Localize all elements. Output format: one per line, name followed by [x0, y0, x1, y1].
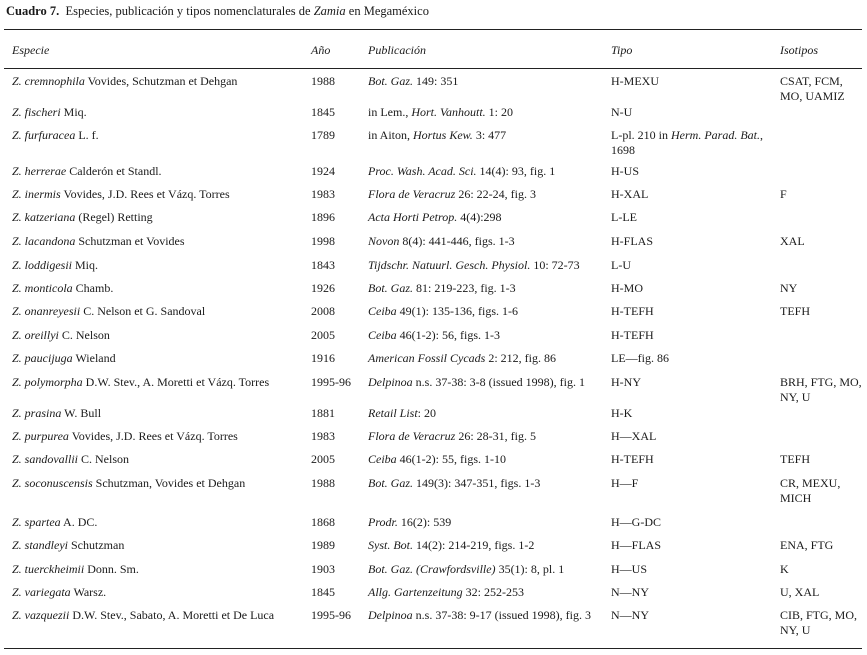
cell-publicacion [368, 406, 608, 421]
tipo-text: H-MEXU [611, 74, 659, 88]
cell-tipo [611, 476, 773, 491]
species-name: Z. oreillyi [12, 328, 59, 342]
species-name: Z. katzeriana [12, 210, 76, 224]
publication-ref: 46(1-2): 55, figs. 1-10 [396, 452, 506, 466]
cell-publicacion [368, 608, 608, 623]
publication-ref: 4(4):298 [457, 210, 502, 224]
tipo-text: H—G-DC [611, 515, 661, 529]
species-author: Chamb. [72, 281, 114, 295]
caption-genus: Zamia [313, 4, 346, 18]
species-name: Z. standleyi [12, 538, 68, 552]
cell-especie [12, 128, 304, 143]
cell-ano: 1845 [311, 585, 335, 599]
publication-ref: 26: 28-31, fig. 5 [455, 429, 536, 443]
species-author: L. f. [75, 128, 99, 142]
publication-ref: 16(2): 539 [397, 515, 452, 529]
species-author: C. Nelson et G. Sandoval [80, 304, 206, 318]
publication-ref: 8(4): 441-446, figs. 1-3 [399, 234, 515, 248]
cell-ano: 1988 [311, 476, 335, 490]
cell-tipo [611, 608, 773, 623]
cell-ano: 1989 [311, 538, 335, 552]
tipo-text: H—US [611, 562, 648, 576]
species-name: Z. variegata [12, 585, 71, 599]
species-author: Miq. [72, 258, 99, 272]
cell-ano: 1983 [311, 429, 335, 443]
cell-tipo [611, 429, 773, 444]
species-author: Vovides, Schutzman et Dehgan [84, 74, 238, 88]
cell-especie [12, 515, 304, 530]
species-name: Z. furfuracea [12, 128, 76, 142]
cell-ano: 1926 [311, 281, 335, 295]
cell-tipo [611, 375, 773, 390]
species-author: Calderón et Standl. [66, 164, 162, 178]
species-author: (Regel) Retting [75, 210, 153, 224]
species-author: C. Nelson [58, 328, 110, 342]
cell-isotipos: NY [780, 281, 798, 295]
tipo-text: L-LE [611, 210, 637, 224]
species-name: Z. spartea [12, 515, 61, 529]
cell-isotipos: CIB, FTG, MO, NY, U [780, 608, 858, 637]
cell-ano: 2005 [311, 452, 335, 466]
cell-ano: 2008 [311, 304, 335, 318]
publication-ref: 35(1): 8, pl. 1 [495, 562, 565, 576]
tipo-source: Herm. Parad. Bat. [671, 128, 760, 142]
cell-tipo [611, 234, 773, 249]
cell-tipo [611, 406, 773, 421]
species-name: Z. inermis [12, 187, 61, 201]
caption-label: Cuadro 7. [6, 4, 60, 18]
publication-ref: : 20 [417, 406, 437, 420]
cell-publicacion [368, 210, 608, 225]
top-rule [4, 29, 862, 30]
tipo-text: N—NY [611, 608, 649, 622]
tipo-text: H—XAL [611, 429, 657, 443]
cell-tipo [611, 128, 773, 157]
cell-especie [12, 375, 304, 390]
cell-especie [12, 187, 304, 202]
publication-ref: 10: 72-73 [530, 258, 580, 272]
species-author: Schutzman [68, 538, 125, 552]
cell-especie [12, 452, 304, 467]
tipo-text: H-US [611, 164, 640, 178]
cell-ano: 1916 [311, 351, 335, 365]
publication-ref: 3: 477 [472, 128, 507, 142]
species-name: Z. prasina [12, 406, 62, 420]
cell-publicacion [368, 515, 608, 530]
cell-tipo [611, 210, 773, 225]
publication-ref: 32: 252-253 [462, 585, 525, 599]
cell-ano: 1995-96 [311, 375, 351, 389]
cell-especie [12, 351, 304, 366]
cell-especie [12, 562, 304, 577]
species-author: Wieland [72, 351, 116, 365]
species-author: Schutzman, Vovides et Dehgan [92, 476, 246, 490]
cell-publicacion [368, 187, 608, 202]
species-name: Z. soconuscensis [12, 476, 93, 490]
cell-publicacion [368, 538, 608, 553]
species-name: Z. cremnophila [12, 74, 85, 88]
cell-publicacion [368, 328, 608, 343]
species-author: Miq. [60, 105, 87, 119]
header-publicacion: Publicación [368, 43, 426, 57]
cell-especie [12, 538, 304, 553]
species-author: A. DC. [60, 515, 98, 529]
publication-ref: 14(4): 93, fig. 1 [476, 164, 556, 178]
cell-ano: 1881 [311, 406, 335, 420]
cell-tipo [611, 164, 773, 179]
species-author: Vovides, J.D. Rees et Vázq. Torres [60, 187, 230, 201]
header-tipo: Tipo [611, 43, 633, 57]
species-name: Z. sandovallii [12, 452, 79, 466]
species-author: D.W. Stev., A. Moretti et Vázq. Torres [82, 375, 270, 389]
tipo-text: H-MO [611, 281, 643, 295]
cell-ano: 1896 [311, 210, 335, 224]
publication-title: Bot. Gaz. [368, 476, 413, 490]
cell-especie [12, 406, 304, 421]
cell-especie [12, 105, 304, 120]
cell-especie [12, 429, 304, 444]
tipo-text: H-FLAS [611, 234, 654, 248]
cell-publicacion [368, 258, 608, 273]
tipo-text: N—NY [611, 585, 649, 599]
cell-ano: 1903 [311, 562, 335, 576]
cell-isotipos: K [780, 562, 789, 576]
cell-ano: 1924 [311, 164, 335, 178]
cell-tipo [611, 304, 773, 319]
cell-publicacion [368, 74, 608, 89]
publication-title: Ceiba [368, 328, 397, 342]
cell-publicacion [368, 164, 608, 179]
publication-title: Delpinoa [368, 608, 413, 622]
cell-publicacion [368, 429, 608, 444]
cell-tipo [611, 585, 773, 600]
cell-ano: 1983 [311, 187, 335, 201]
publication-title: Delpinoa [368, 375, 413, 389]
publication-title: Tijdschr. Natuurl. Gesch. Physiol. [368, 258, 531, 272]
publication-title: Novon [368, 234, 400, 248]
tipo-year: , 1698 [611, 128, 763, 157]
species-author: Donn. Sm. [84, 562, 139, 576]
cell-ano: 1789 [311, 128, 335, 142]
cell-isotipos: TEFH [780, 304, 810, 318]
bottom-rule [4, 648, 862, 649]
cell-especie [12, 281, 304, 296]
cell-isotipos: CSAT, FCM, MO, UAMIZ [780, 74, 845, 103]
cell-ano: 1998 [311, 234, 335, 248]
cell-especie [12, 258, 304, 273]
cell-especie [12, 328, 304, 343]
publication-title: Syst. Bot. [368, 538, 413, 552]
cell-ano: 1988 [311, 74, 335, 88]
species-author: D.W. Stev., Sabato, A. Moretti et De Luca [69, 608, 275, 622]
cell-isotipos: F [780, 187, 787, 201]
cell-publicacion [368, 452, 608, 467]
cell-tipo [611, 515, 773, 530]
publication-title: Bot. Gaz. (Crawfordsville) [368, 562, 496, 576]
tipo-text: H-NY [611, 375, 641, 389]
table-caption [6, 4, 429, 19]
publication-title: Proc. Wash. Acad. Sci. [368, 164, 477, 178]
cell-isotipos: ENA, FTG [780, 538, 834, 552]
species-name: Z. purpurea [12, 429, 69, 443]
publication-ref: 2: 212, fig. 86 [485, 351, 556, 365]
publication-title: Flora de Veracruz [368, 429, 456, 443]
publication-ref: n.s. 37-38: 9-17 (issued 1998), fig. 3 [412, 608, 591, 622]
publication-prefix: in Lem., [368, 105, 412, 119]
cell-publicacion [368, 585, 608, 600]
cell-ano: 1845 [311, 105, 335, 119]
cell-ano: 1995-96 [311, 608, 351, 622]
cell-isotipos: TEFH [780, 452, 810, 466]
cell-ano: 1843 [311, 258, 335, 272]
publication-title: Hort. Vanhoutt. [411, 105, 486, 119]
species-name: Z. vazquezii [12, 608, 70, 622]
publication-title: Flora de Veracruz [368, 187, 456, 201]
tipo-text: L-pl. 210 in [611, 128, 671, 142]
publication-ref: 49(1): 135-136, figs. 1-6 [396, 304, 518, 318]
publication-title: American Fossil Cycads [368, 351, 486, 365]
cell-especie [12, 585, 304, 600]
species-author: Warsz. [70, 585, 107, 599]
publication-ref: 14(2): 214-219, figs. 1-2 [413, 538, 535, 552]
header-ano: Año [311, 43, 331, 57]
publication-ref: n.s. 37-38: 3-8 (issued 1998), fig. 1 [412, 375, 585, 389]
cell-tipo [611, 258, 773, 273]
cell-publicacion [368, 304, 608, 319]
header-isotipos: Isotipos [780, 43, 819, 57]
cell-especie [12, 304, 304, 319]
species-author: Schutzman et Vovides [75, 234, 185, 248]
publication-title: Bot. Gaz. [368, 281, 413, 295]
tipo-text: H-K [611, 406, 633, 420]
species-name: Z. monticola [12, 281, 73, 295]
publication-ref: 46(1-2): 56, figs. 1-3 [396, 328, 500, 342]
cell-especie [12, 210, 304, 225]
cell-especie [12, 164, 304, 179]
publication-ref: 1: 20 [485, 105, 514, 119]
header-especie: Especie [12, 43, 50, 57]
publication-title: Acta Horti Petrop. [368, 210, 458, 224]
publication-title: Ceiba [368, 304, 397, 318]
publication-title: Bot. Gaz. [368, 74, 413, 88]
cell-tipo [611, 281, 773, 296]
cell-tipo [611, 452, 773, 467]
cell-isotipos: XAL [780, 234, 805, 248]
caption-text: Especies, publicación y tipos nomenclaturales de [65, 4, 314, 18]
publication-ref: 81: 219-223, fig. 1-3 [413, 281, 516, 295]
cell-tipo [611, 562, 773, 577]
publication-title: Ceiba [368, 452, 397, 466]
publication-ref: 149: 351 [413, 74, 459, 88]
cell-especie [12, 74, 304, 89]
cell-tipo [611, 74, 773, 89]
cell-publicacion [368, 128, 608, 143]
cell-publicacion [368, 562, 608, 577]
caption-text-end: en Megaméxico [345, 4, 429, 18]
cell-tipo [611, 187, 773, 202]
cell-especie [12, 608, 304, 623]
species-name: Z. polymorpha [12, 375, 83, 389]
tipo-text: H-TEFH [611, 328, 654, 342]
species-name: Z. loddigesii [12, 258, 73, 272]
cell-publicacion [368, 105, 608, 120]
publication-title: Retail List [368, 406, 418, 420]
publication-ref: 26: 22-24, fig. 3 [455, 187, 536, 201]
cell-tipo [611, 328, 773, 343]
species-name: Z. herrerae [12, 164, 67, 178]
species-name: Z. onanreyesii [12, 304, 81, 318]
cell-publicacion [368, 375, 608, 390]
cell-isotipos: U, XAL [780, 585, 820, 599]
cell-especie [12, 476, 304, 491]
cell-isotipos: CR, MEXU, MICH [780, 476, 841, 505]
publication-ref: 149(3): 347-351, figs. 1-3 [413, 476, 541, 490]
publication-prefix: in Aiton, [368, 128, 414, 142]
tipo-text: N-U [611, 105, 633, 119]
cell-tipo [611, 538, 773, 553]
tipo-text: H—F [611, 476, 639, 490]
tipo-text: H-TEFH [611, 452, 654, 466]
header-rule [4, 68, 862, 69]
cell-publicacion [368, 234, 608, 249]
cell-isotipos: BRH, FTG, MO, NY, U [780, 375, 862, 404]
species-author: Vovides, J.D. Rees et Vázq. Torres [68, 429, 238, 443]
cell-publicacion [368, 476, 608, 491]
tipo-text: LE—fig. 86 [611, 351, 669, 365]
species-author: W. Bull [61, 406, 102, 420]
cell-tipo [611, 351, 773, 366]
cell-especie [12, 234, 304, 249]
cell-publicacion [368, 351, 608, 366]
tipo-text: H—FLAS [611, 538, 662, 552]
species-name: Z. fischeri [12, 105, 61, 119]
tipo-text: H-XAL [611, 187, 649, 201]
species-name: Z. paucijuga [12, 351, 73, 365]
species-name: Z. lacandona [12, 234, 76, 248]
cell-ano: 2005 [311, 328, 335, 342]
publication-title: Hortus Kew. [413, 128, 473, 142]
tipo-text: L-U [611, 258, 631, 272]
species-name: Z. tuerckheimii [12, 562, 85, 576]
tipo-text: H-TEFH [611, 304, 654, 318]
cell-ano: 1868 [311, 515, 335, 529]
cell-tipo [611, 105, 773, 120]
publication-title: Allg. Gartenzeitung [368, 585, 463, 599]
cell-publicacion [368, 281, 608, 296]
publication-title: Prodr. [368, 515, 398, 529]
species-author: C. Nelson [78, 452, 130, 466]
